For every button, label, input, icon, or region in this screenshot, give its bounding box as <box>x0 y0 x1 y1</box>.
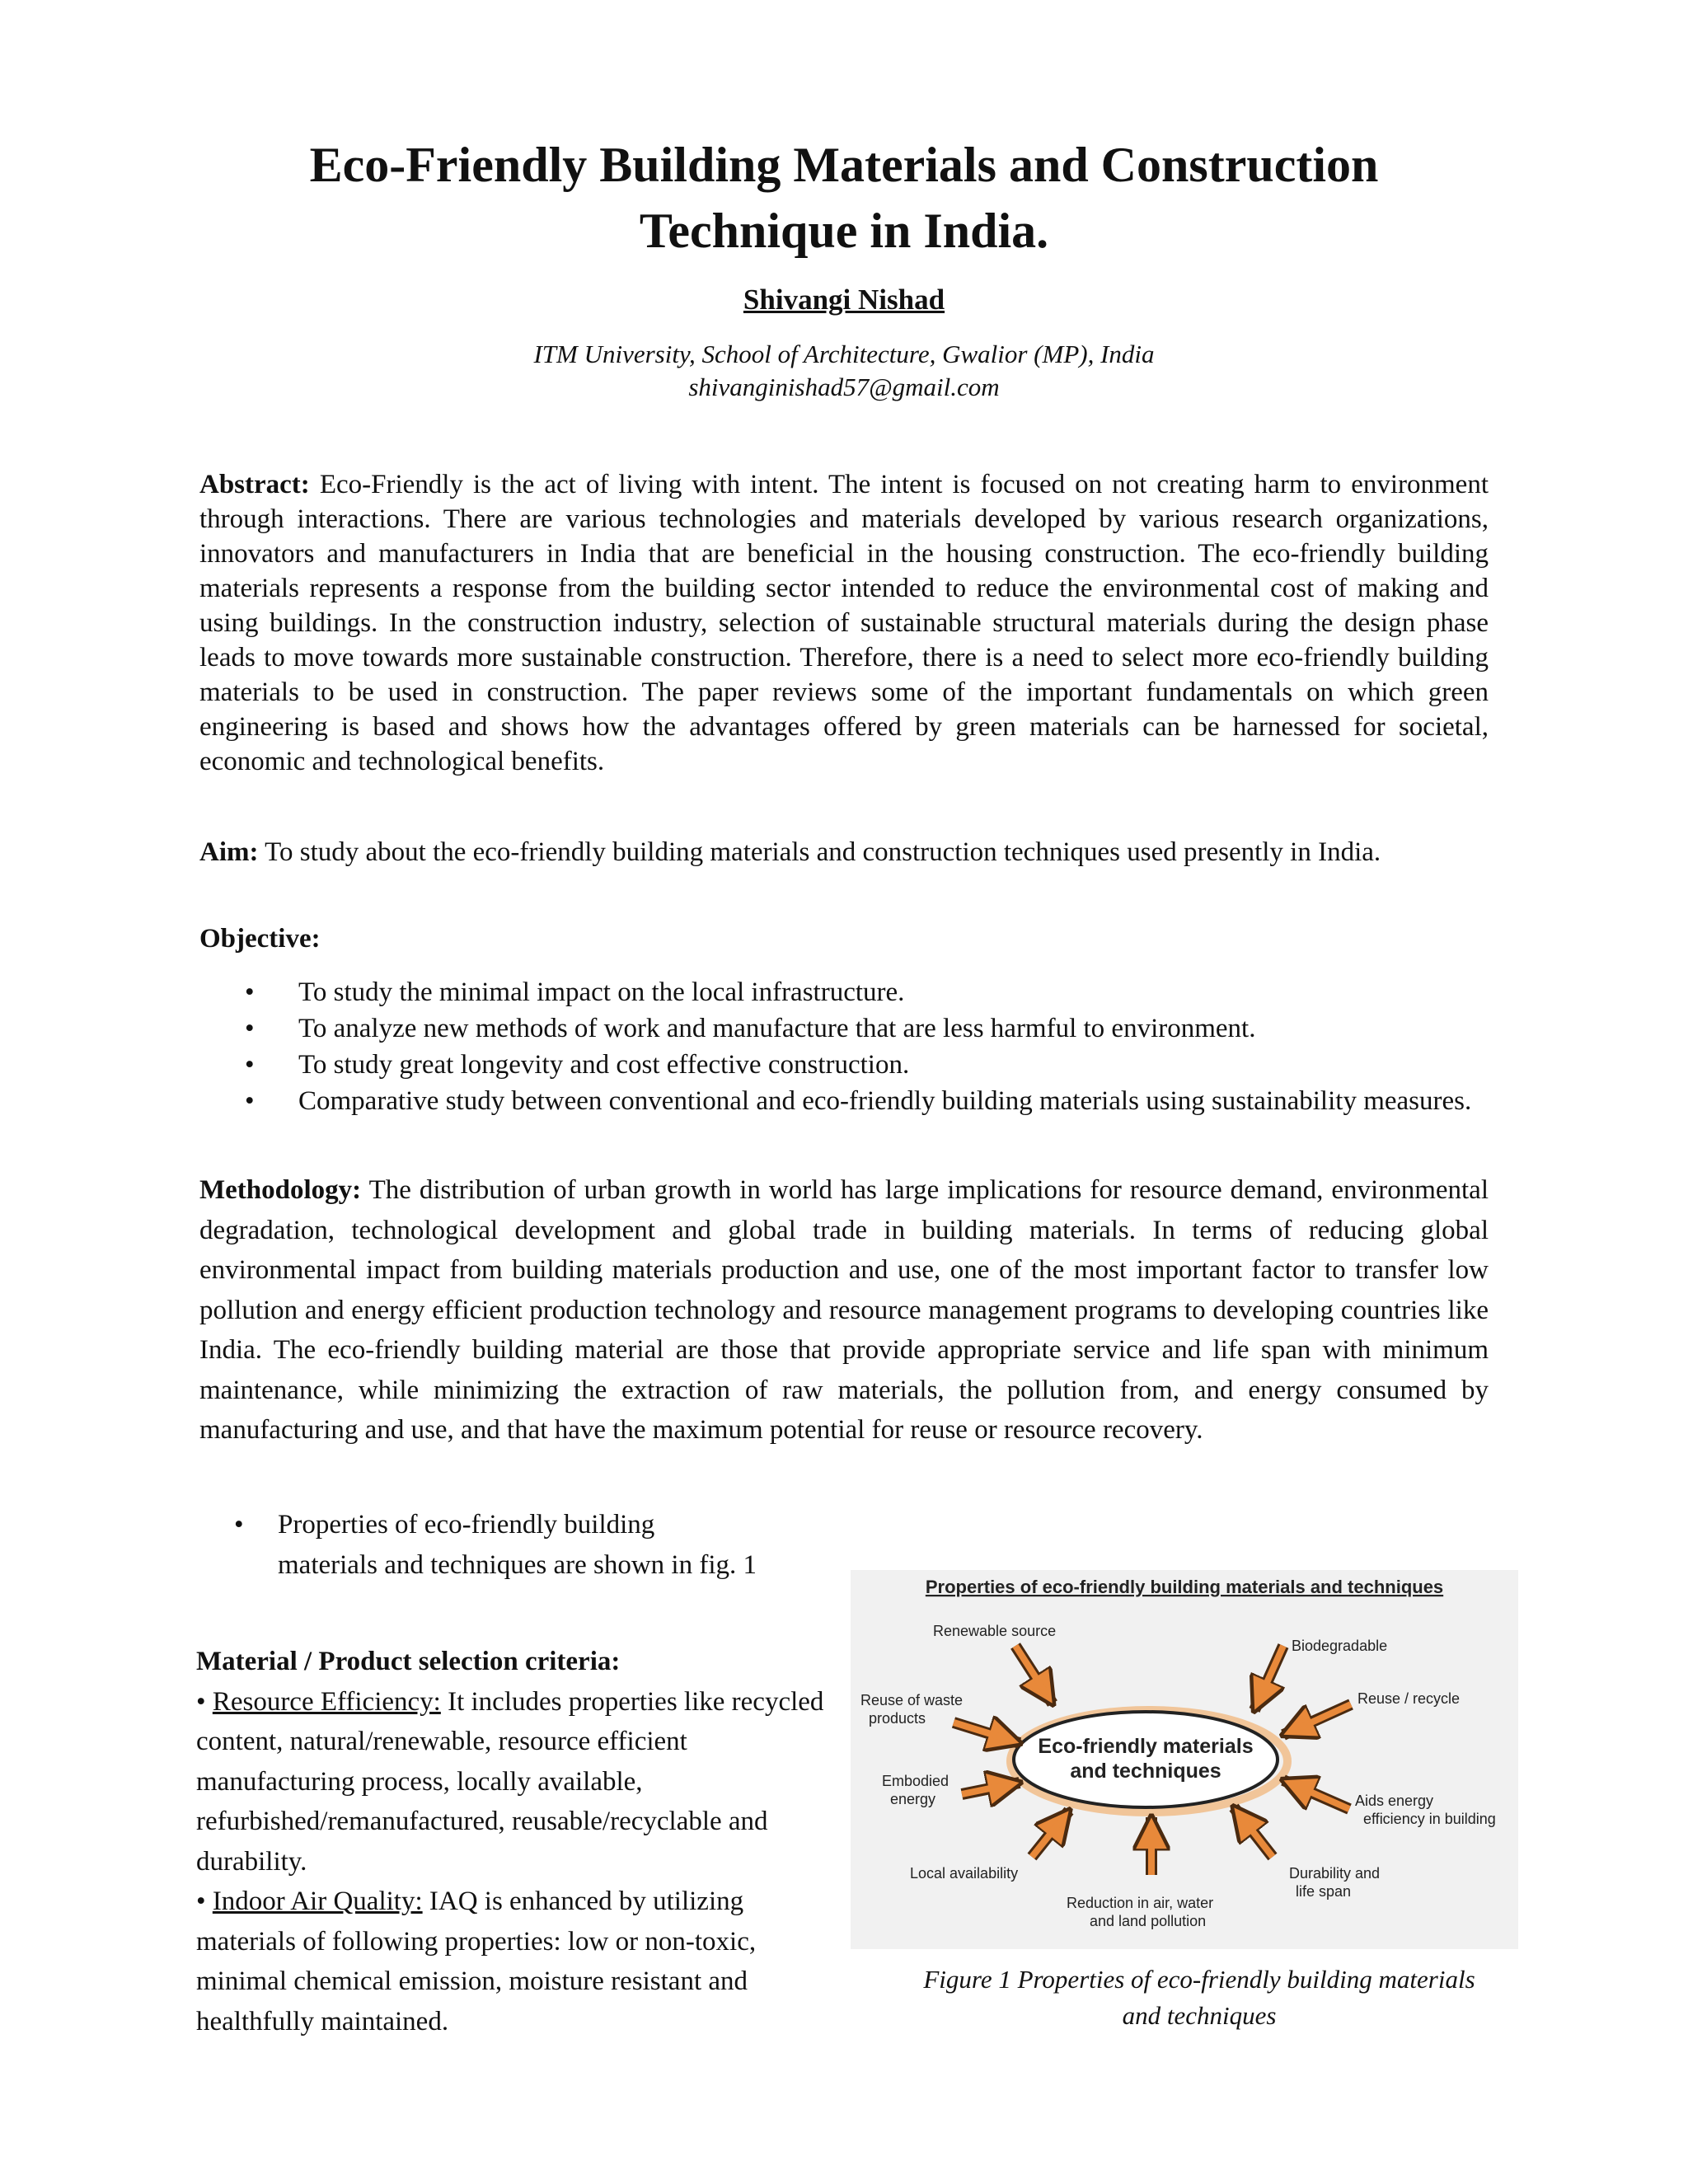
center-label-line1: Eco-friendly materials <box>1038 1735 1254 1758</box>
objective-item: • Comparative study between conventional and eco-friendly building materials using sustainability measures. <box>199 1083 1489 1119</box>
label-local: Local availability <box>910 1865 1019 1882</box>
figure-title: Properties of eco-friendly building materials and techniques <box>925 1577 1444 1597</box>
criteria-label: Indoor Air Quality: <box>212 1886 423 1916</box>
label-aids-2: efficiency in building <box>1363 1811 1496 1827</box>
criteria-text: It includes properties like recycled content, natural/renewable, resource efficient manufacturing process, locally available, refurbished/remanufactured, reusable/recyclable and durability. <box>196 1686 824 1877</box>
label-embodied-1: Embodied <box>882 1773 950 1789</box>
figure-caption: Figure 1 Properties of eco-friendly building materials and techniques <box>923 1965 1475 2030</box>
label-reuse-recycle: Reuse / recycle <box>1357 1690 1461 1707</box>
figure-1 <box>851 1570 1518 1949</box>
properties-diagram <box>851 1570 1518 1949</box>
label-reduction-2: and land pollution <box>1090 1913 1207 1929</box>
aim-paragraph <box>199 835 1489 869</box>
label-reduction-1: Reduction in air, water <box>1067 1895 1214 1911</box>
abstract-text: Eco-Friendly is the act of living with intent. The intent is focused on not creating harm to environment through interactions. There are various technologies and materials developed by various research organizations, innovators and manufacturers in India that are beneficial in the housing construction. The eco-friendly building materials represents a response from the building sector intended to reduce the environmental cost of making and using buildings. In the construction industry, selection of sustainable structural materials during the design phase leads to move towards more sustainable construction. Therefore, there is a need to select more eco-friendly building materials to be used in construction. The paper reviews some of the important fundamentals on which green engineering is based and shows how the advantages offered by green materials can be harnessed for societal, economic and technological benefits. <box>199 470 1489 776</box>
label-embodied-2: energy <box>890 1791 936 1807</box>
criteria-indoor-air-quality: • Indoor Air Quality: IAQ is enhanced by utilizing materials of following properties: low or non-toxic, minimal chemical emission, moisture resistant and healthfully maintained. <box>196 1886 757 2036</box>
label-biodegradable: Biodegradable <box>1292 1638 1388 1654</box>
label-renewable: Renewable source <box>933 1623 1057 1639</box>
properties-bullet-text: Properties of eco-friendly building materials and techniques are shown in fig. 1 <box>278 1510 757 1580</box>
label-reuse-waste-1: Reuse of waste <box>860 1692 964 1708</box>
abstract-paragraph <box>199 467 1489 779</box>
center-label-line2: and techniques <box>1070 1760 1221 1783</box>
selection-criteria <box>196 1642 831 2041</box>
affiliation: ITM University, School of Architecture, Gwalior (MP), India <box>533 340 1155 368</box>
affiliation-block <box>0 338 1688 404</box>
objective-item: • To analyze new methods of work and manufacture that are less harmful to environment. <box>199 1010 1489 1047</box>
label-durability-1: Durability and <box>1289 1865 1381 1882</box>
aim-label: Aim: <box>199 837 259 867</box>
label-aids-1: Aids energy <box>1355 1793 1434 1809</box>
criteria-label: Resource Efficiency: <box>212 1686 441 1717</box>
label-reuse-waste-2: products <box>869 1710 926 1727</box>
aim-text: To study about the eco-friendly building materials and construction techniques used presently in India. <box>265 837 1381 867</box>
methodology-text: The distribution of urban growth in world has large implications for resource demand, environmental degradation, technological development and global trade in building materials. In terms of reducing global environmental impact from building materials production and use, one of the most important factor to transfer low pollution and energy efficient production technology and resource management programs to developing countries like India. The eco-friendly building material are those that provide appropriate service and life span with minimum maintenance, while minimizing the extraction of raw materials, the pollution from, and energy consumed by manufacturing and use, and that have the maximum potential for reuse or resource recovery. <box>199 1175 1489 1445</box>
objective-item: • To study great longevity and cost effective construction. <box>199 1047 1489 1083</box>
properties-bullet: • Properties of eco-friendly building materials and techniques are shown in fig. 1 <box>234 1510 757 1580</box>
objective-heading: Objective: <box>199 924 321 954</box>
label-durability-2: life span <box>1296 1883 1352 1900</box>
email: shivanginishad57@gmail.com <box>688 373 1000 401</box>
selection-heading: Material / Product selection criteria: <box>196 1647 621 1676</box>
objective-list <box>199 974 1489 1119</box>
criteria-text: IAQ is enhanced by utilizing materials of following properties: low or non-toxic, minimal chemical emission, moisture resistant and healthfully maintained. <box>196 1886 757 2036</box>
paper-title: Eco-Friendly Building Materials and Construction Technique in India. <box>309 138 1379 258</box>
methodology-paragraph <box>199 1170 1489 1451</box>
criteria-resource-efficiency: • Resource Efficiency: It includes properties like recycled content, natural/renewable, resource efficient manufacturing process, locally available, refurbished/remanufactured, reusable/recyclable and durability. <box>196 1686 824 1877</box>
objective-item: • To study the minimal impact on the local infrastructure. <box>199 974 1489 1010</box>
abstract-label: Abstract: <box>199 470 310 499</box>
author-name: Shivangi Nishad <box>743 284 945 316</box>
methodology-label: Methodology: <box>199 1175 362 1205</box>
